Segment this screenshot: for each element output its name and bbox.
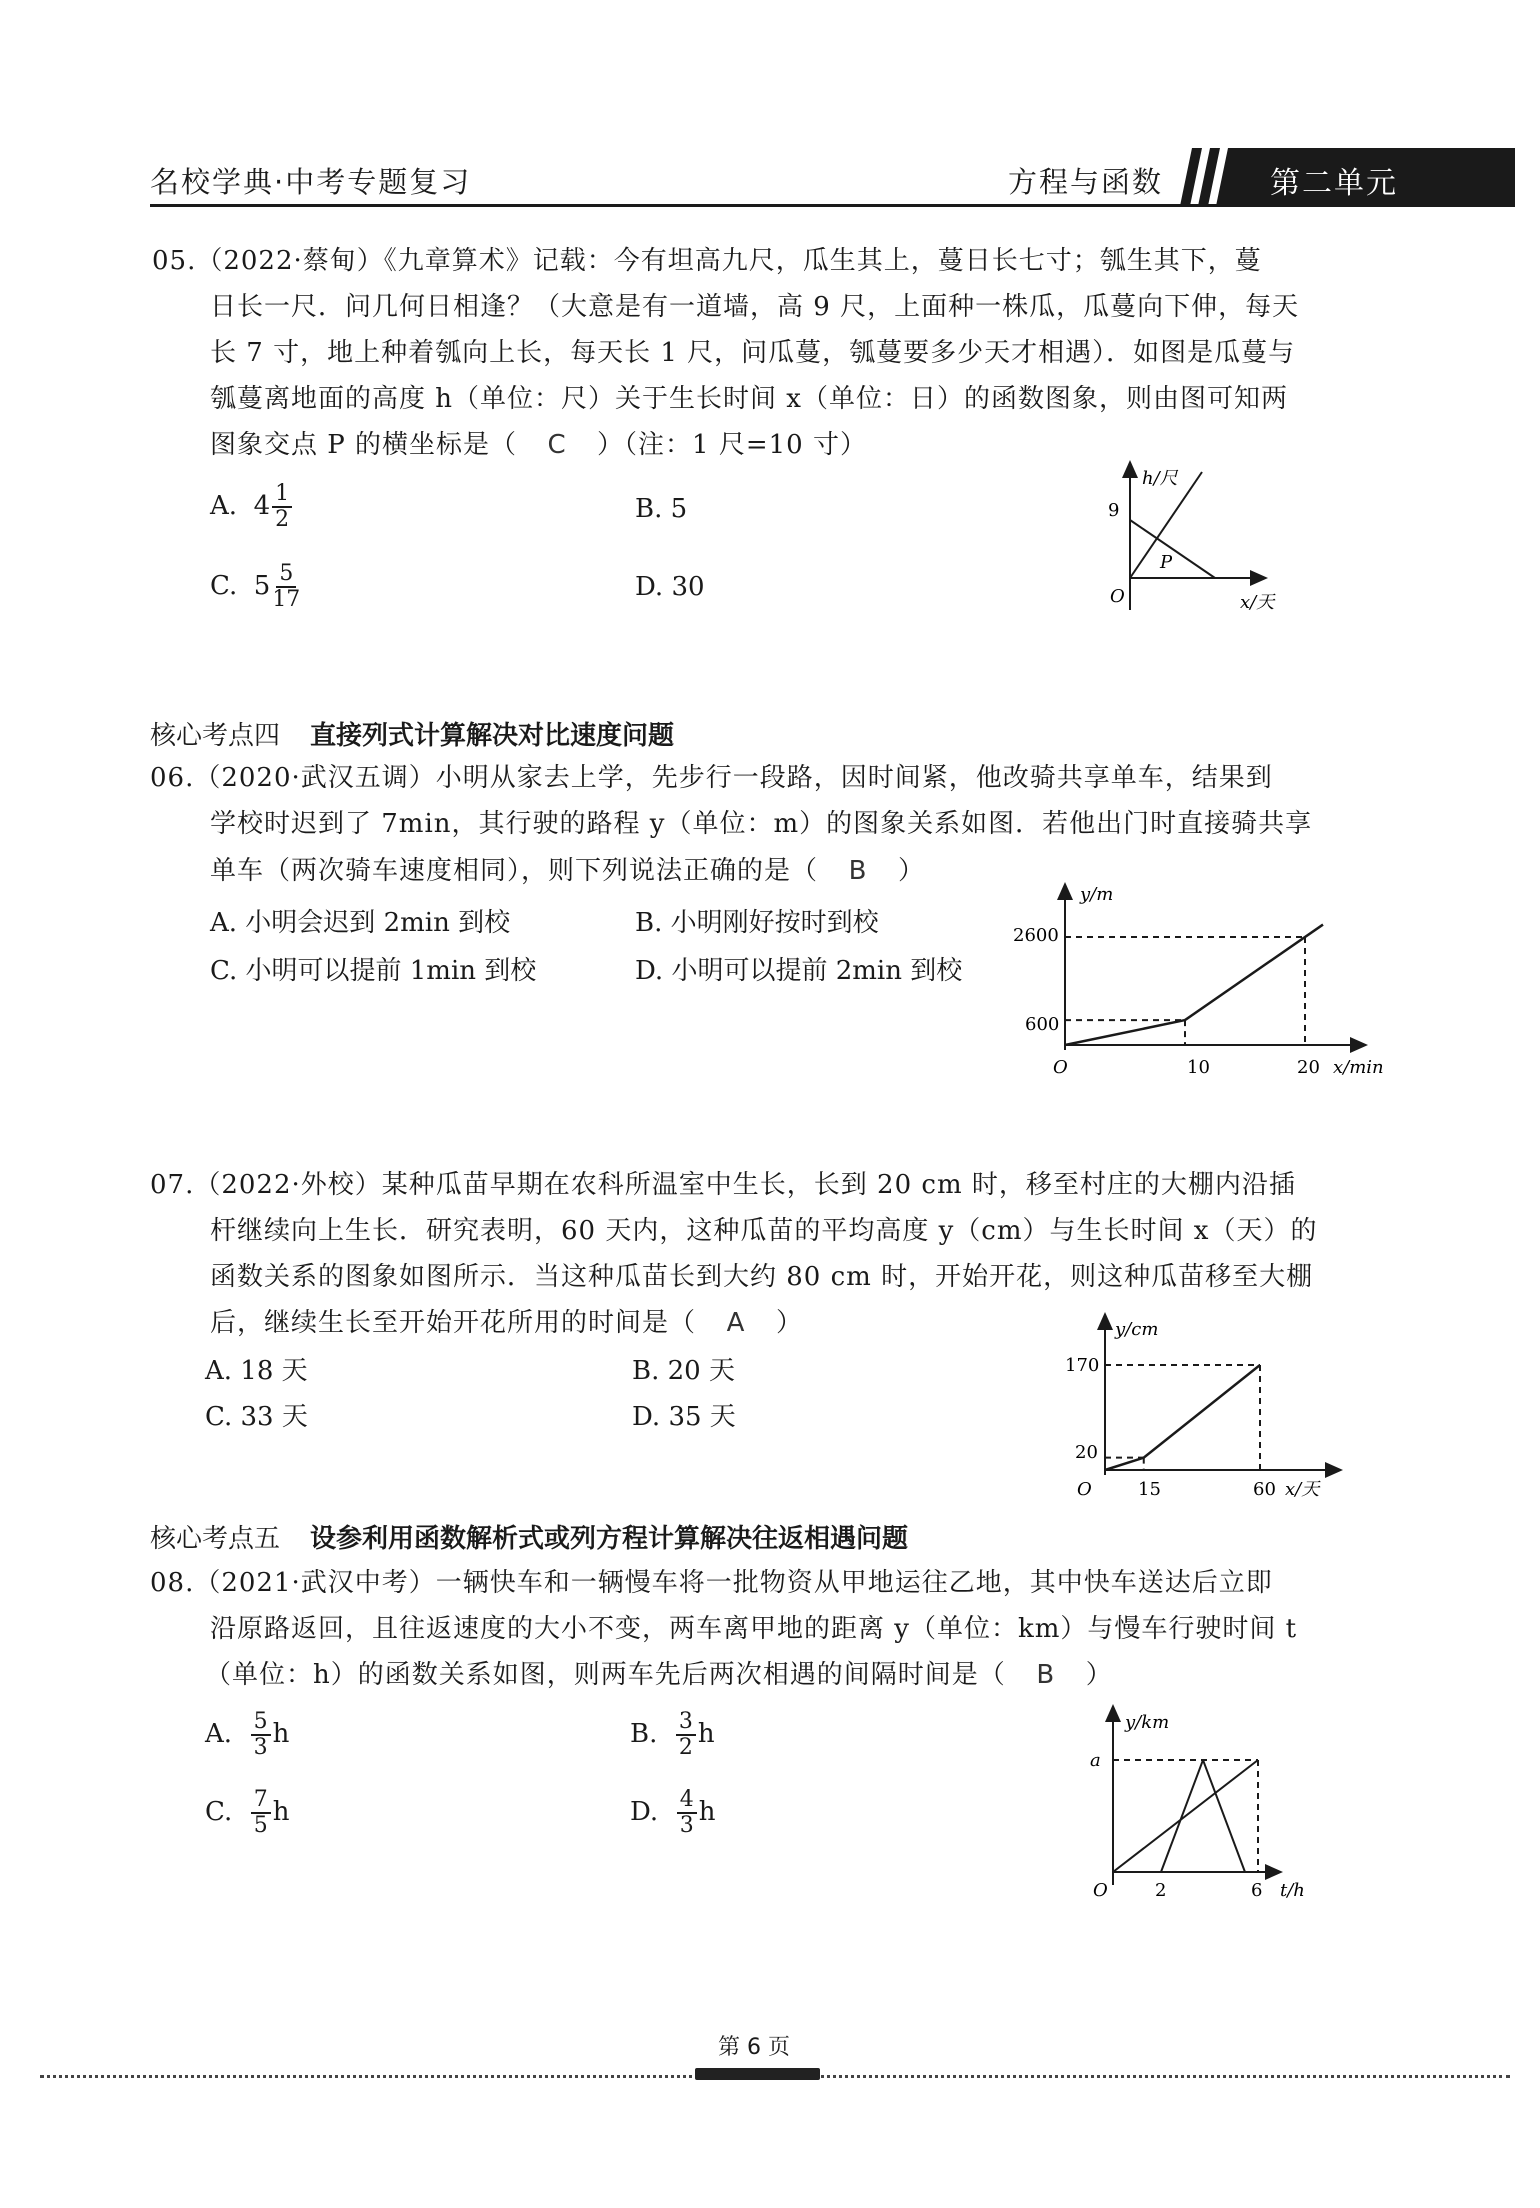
- q07-graph: [1045, 1305, 1345, 1505]
- y-axis-label: h/尺: [1142, 468, 1178, 489]
- unit: h: [272, 1719, 290, 1749]
- question-07-line-2: 杆继续向上生长．研究表明，60 天内，这种瓜苗的平均高度 y（cm）与生长时间 x（天）的: [210, 1216, 1318, 1246]
- numerator: 5: [251, 1710, 271, 1736]
- fraction: [272, 562, 300, 612]
- fraction: [677, 1788, 697, 1838]
- header-unit: 第二单元: [1270, 166, 1398, 201]
- intersection-label: P: [1160, 552, 1173, 573]
- origin-label: O: [1053, 1057, 1068, 1078]
- q08-option-a: [205, 1710, 289, 1760]
- q06-plot: [1065, 925, 1323, 1045]
- question-06-close: ）: [898, 856, 926, 886]
- q08-option-b: [630, 1710, 715, 1760]
- series-segment: [1065, 1020, 1185, 1045]
- y-tick-a: a: [1090, 1750, 1101, 1771]
- numerator: 3: [676, 1710, 696, 1736]
- header-book-title: 名校学典·中考专题复习: [150, 165, 472, 199]
- q06-option-b: B. 小明刚好按时到校: [635, 908, 879, 938]
- x-axis-label: t/h: [1280, 1880, 1305, 1901]
- question-06-answer: B: [848, 856, 868, 886]
- header-topic: 方程与函数: [1008, 165, 1164, 199]
- unit: h: [272, 1797, 290, 1827]
- q07-option-b: B. 20 天: [632, 1356, 735, 1386]
- question-05-line-1: 05.（2022·蔡甸）《九章算术》记载：今有坦高九尺，瓜生其上，蔓日长七寸；瓠生其下，蔓: [152, 246, 1262, 276]
- question-08-line-3: [205, 1652, 1113, 1698]
- q08-option-d: [630, 1788, 715, 1838]
- fraction: [251, 1710, 271, 1760]
- section-label: 核心考点五: [150, 1524, 281, 1554]
- question-07-line-3: 函数关系的图象如图所示．当这种瓜苗长到大约 80 cm 时，开始开花，则这种瓜苗移至大棚: [210, 1262, 1314, 1292]
- x-tick-label: 2: [1155, 1880, 1167, 1901]
- page-number: 第 6 页: [718, 2035, 790, 2060]
- denominator: 2: [678, 1735, 693, 1760]
- x-axis-label: x/min: [1333, 1057, 1384, 1078]
- x-tick-label: 6: [1251, 1880, 1263, 1901]
- unit: h: [698, 1797, 716, 1827]
- q05-option-b: B. 5: [635, 494, 688, 524]
- question-05-line-2: 日长一尺．问几何日相逢？（大意是有一道墙，高 9 尺，上面种一株瓜，瓜蔓向下伸，每天: [210, 292, 1300, 322]
- x-tick-label: 15: [1138, 1479, 1161, 1500]
- option-whole: 4: [253, 491, 271, 521]
- header-rule: [150, 204, 1515, 207]
- slow-car-line: [1113, 1760, 1258, 1872]
- question-06-line-2: 学校时迟到了 7min，其行驶的路程 y（单位：m）的图象关系如图．若他出门时直接骑共享: [210, 809, 1313, 839]
- numerator: 5: [276, 562, 296, 588]
- numerator: 1: [272, 482, 292, 508]
- question-08-answer: B: [1036, 1660, 1056, 1690]
- numerator: 7: [251, 1788, 271, 1814]
- q06-option-a: A. 小明会迟到 2min 到校: [210, 908, 511, 938]
- fraction: [272, 482, 292, 532]
- section-title: 直接列式计算解决对比速度问题: [310, 721, 675, 751]
- denominator: 5: [253, 1813, 268, 1838]
- q07-plot: [1105, 1365, 1260, 1470]
- origin-label: O: [1077, 1479, 1092, 1500]
- question-07-line-4: [210, 1300, 803, 1346]
- option-whole: 5: [253, 571, 271, 601]
- option-label: A.: [210, 491, 238, 521]
- series-segment: [1144, 1365, 1260, 1458]
- question-06-stem-end: 单车（两次骑车速度相同），则下列说法正确的是（: [210, 856, 819, 886]
- question-05-stem-end: 图象交点 P 的横坐标是（: [210, 430, 518, 460]
- fraction: [676, 1710, 696, 1760]
- denominator: 17: [272, 587, 301, 612]
- denominator: 3: [679, 1813, 694, 1838]
- question-05-line-5: [210, 422, 867, 468]
- y-axis-label: y/m: [1080, 884, 1114, 905]
- x-tick-label: 20: [1297, 1057, 1320, 1078]
- y-tick-label: 600: [1025, 1014, 1060, 1035]
- section-4-heading: [150, 715, 674, 752]
- question-07-line-1: 07.（2022·外校）某种瓜苗早期在农科所温室中生长，长到 20 cm 时，移至村庄的大棚内沿插: [150, 1170, 1296, 1200]
- q05-option-c: [210, 562, 302, 612]
- q06-option-d: D. 小明可以提前 2min 到校: [635, 956, 963, 986]
- y-axis-label: y/km: [1125, 1712, 1170, 1733]
- footer-bar: [695, 2068, 820, 2080]
- section-title: 设参利用函数解析式或列方程计算解决往返相遇问题: [310, 1524, 909, 1554]
- option-label: A.: [205, 1719, 233, 1749]
- q06-graph: [1005, 870, 1405, 1085]
- y-tick-9: 9: [1108, 500, 1120, 521]
- question-06-line-1: 06.（2020·武汉五调）小明从家去上学，先步行一段路，因时间紧，他改骑共享单车，结果到: [150, 763, 1273, 793]
- fraction: [251, 1788, 271, 1838]
- option-label: C.: [210, 571, 238, 601]
- question-05-line-3: 长 7 寸，地上种着瓠向上长，每天长 1 尺，问瓜蔓，瓠蔓要多少天才相遇）．如图是瓜蔓与: [210, 338, 1296, 368]
- question-05-answer: C: [547, 430, 567, 460]
- x-axis-label: x/天: [1285, 1479, 1320, 1500]
- x-tick-label: 10: [1187, 1057, 1210, 1078]
- fast-car-outbound: [1161, 1760, 1203, 1872]
- q05-option-d: D. 30: [635, 572, 705, 602]
- denominator: 2: [275, 507, 290, 532]
- question-08-close: ）: [1085, 1660, 1113, 1690]
- y-tick-label: 170: [1065, 1355, 1100, 1376]
- fast-car-return: [1203, 1760, 1245, 1872]
- section-5-heading: [150, 1518, 908, 1555]
- y-tick-label: 20: [1075, 1442, 1098, 1463]
- option-label: C.: [205, 1797, 233, 1827]
- q07-option-a: A. 18 天: [205, 1356, 308, 1386]
- numerator: 4: [677, 1788, 697, 1814]
- q07-option-d: D. 35 天: [632, 1402, 736, 1432]
- q05-option-a: [210, 482, 294, 532]
- x-axis-label: x/天: [1240, 592, 1275, 613]
- section-label: 核心考点四: [150, 721, 281, 751]
- question-06-line-3: [210, 848, 925, 894]
- denominator: 3: [253, 1735, 268, 1760]
- origin-label: O: [1093, 1880, 1108, 1901]
- q08-graph: [1075, 1700, 1335, 1905]
- question-05-line-4: 瓠蔓离地面的高度 h（单位：尺）关于生长时间 x（单位：日）的函数图象，则由图可知两: [210, 384, 1288, 414]
- unit: h: [697, 1719, 715, 1749]
- decreasing-line: [1130, 520, 1215, 578]
- question-07-stem-end: 后，继续生长至开始开花所用的时间是（: [210, 1308, 697, 1338]
- question-05-note: ）（注：1 尺=10 寸）: [597, 430, 867, 460]
- series-segment: [1185, 925, 1323, 1021]
- origin-label: O: [1110, 586, 1125, 607]
- q08-option-c: [205, 1788, 290, 1838]
- q07-option-c: C. 33 天: [205, 1402, 308, 1432]
- question-08-line-1: 08.（2021·武汉中考）一辆快车和一辆慢车将一批物资从甲地运往乙地，其中快车送达后立即: [150, 1568, 1273, 1598]
- y-tick-label: 2600: [1013, 925, 1059, 946]
- question-07-answer: A: [726, 1308, 746, 1338]
- question-08-stem-end: （单位：h）的函数关系如图，则两车先后两次相遇的间隔时间是（: [205, 1660, 1006, 1690]
- question-08-line-2: 沿原路返回，且往返速度的大小不变，两车离甲地的距离 y（单位：km）与慢车行驶时间 t: [210, 1614, 1298, 1644]
- option-label: D.: [630, 1797, 659, 1827]
- q06-option-c: C. 小明可以提前 1min 到校: [210, 956, 537, 986]
- q05-graph: [1090, 460, 1310, 620]
- series-segment: [1105, 1458, 1144, 1470]
- x-tick-label: 60: [1253, 1479, 1276, 1500]
- y-axis-label: y/cm: [1115, 1319, 1159, 1340]
- question-07-close: ）: [776, 1308, 804, 1338]
- option-label: B.: [630, 1719, 658, 1749]
